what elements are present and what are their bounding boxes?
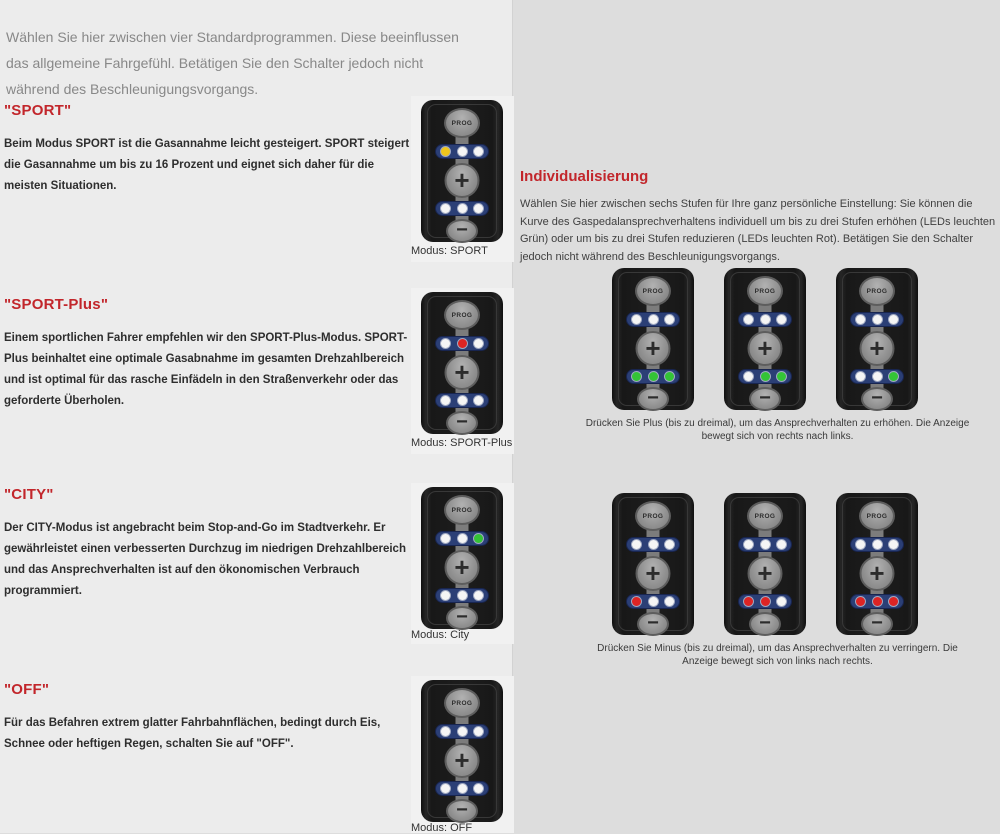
plus-button [748, 331, 783, 366]
caption-sport: Modus: SPORT [411, 245, 488, 257]
led-indicator [458, 534, 467, 543]
device-plus-step-3 [612, 268, 694, 410]
plus-button-label: + [645, 557, 661, 588]
prog-button [635, 501, 671, 531]
led-indicator [856, 372, 865, 381]
prog-button [444, 108, 480, 138]
led-indicator [856, 540, 865, 549]
led-indicator [474, 784, 483, 793]
led-row-bottom [435, 781, 489, 796]
led-indicator [761, 372, 770, 381]
led-row-top [738, 312, 792, 327]
heading-sport: "SPORT" [4, 102, 72, 120]
led-row-top [738, 537, 792, 552]
minus-button-label: − [456, 410, 468, 433]
plus-button-label: + [869, 557, 885, 588]
led-indicator [441, 147, 450, 156]
led-indicator [777, 597, 786, 606]
minus-button [446, 411, 478, 435]
caption-off: Modus: OFF [411, 822, 473, 834]
prog-button-label: PROG [451, 311, 473, 319]
led-row-bottom [850, 594, 904, 609]
led-indicator [441, 727, 450, 736]
intro-text: Wählen Sie hier zwischen vier Standardprogrammen. Diese beeinflussen das allgemeine Fahrgefühl. Betätigen Sie den Schalter jedoch nicht während des Beschleunigungsvorgangs. [6, 29, 459, 97]
minus-button-label: − [456, 605, 468, 628]
led-row-top [850, 312, 904, 327]
body-sport-plus: Einem sportlichen Fahrer empfehlen wir den SPORT-Plus-Modus. SPORT-Plus beinhaltet eine optimale Gasabnahme im gesamten Drehzahlbereich und ist optimal für das rasche Einfädeln in den Straßenverkehr oder das geforderte Überholen. [4, 331, 408, 407]
prog-button [444, 495, 480, 525]
device-plus-step-2 [724, 268, 806, 410]
led-indicator [856, 597, 865, 606]
prog-button-label: PROG [642, 512, 664, 520]
device-off [421, 680, 503, 822]
led-indicator [665, 315, 674, 324]
led-indicator [873, 540, 882, 549]
minus-button [446, 219, 478, 243]
minus-button [446, 799, 478, 823]
caption-minus-row: Drücken Sie Minus (bis zu dreimal), um das Ansprechverhalten zu verringern. Die Anzeige bewegt sich von links nach rechts. [597, 643, 958, 667]
led-row-top [850, 537, 904, 552]
prog-button [444, 300, 480, 330]
heading-individualisierung: Individualisierung [520, 168, 649, 186]
plus-button [860, 331, 895, 366]
led-indicator [889, 597, 898, 606]
caption-sport-plus: Modus: SPORT-Plus [411, 437, 513, 449]
led-indicator [458, 396, 467, 405]
minus-button [446, 606, 478, 630]
plus-button [445, 550, 480, 585]
device-plus-step-1 [836, 268, 918, 410]
minus-button [749, 387, 781, 411]
led-indicator [744, 372, 753, 381]
led-indicator [458, 339, 467, 348]
led-indicator [632, 597, 641, 606]
led-indicator [665, 540, 674, 549]
body-individualisierung: Wählen Sie hier zwischen sechs Stufen für Ihre ganz persönliche Einstellung: Sie können die Kurve des Gaspedalansprechverhaltens individuell um bis zu drei Stufen erhöhen (LEDs leuchten Grün) oder um bis zu drei Stufen reduzieren (LEDs leuchten Rot). Betätigen Sie den Schalter jedoch nicht während des Beschleunigungsvorgangs. [520, 198, 996, 263]
led-row-bottom [850, 369, 904, 384]
minus-button [749, 612, 781, 636]
plus-button-label: + [454, 744, 470, 775]
led-indicator [889, 315, 898, 324]
led-indicator [744, 597, 753, 606]
prog-button [859, 501, 895, 531]
led-indicator [889, 540, 898, 549]
minus-button-label: − [456, 798, 468, 821]
led-row-top [435, 336, 489, 351]
led-row-top [626, 312, 680, 327]
led-indicator [458, 784, 467, 793]
prog-button-label: PROG [642, 287, 664, 295]
plus-button [445, 743, 480, 778]
plus-button [636, 556, 671, 591]
led-row-bottom [435, 201, 489, 216]
heading-sport-plus: "SPORT-Plus" [4, 296, 109, 314]
prog-button-label: PROG [754, 287, 776, 295]
led-indicator [761, 540, 770, 549]
minus-button-label: − [759, 611, 771, 634]
led-indicator [632, 540, 641, 549]
plus-button-label: + [454, 551, 470, 582]
minus-button [861, 387, 893, 411]
heading-off: "OFF" [4, 681, 50, 699]
led-indicator [458, 147, 467, 156]
device-city [421, 487, 503, 629]
led-indicator [665, 372, 674, 381]
minus-button [861, 612, 893, 636]
led-indicator [441, 396, 450, 405]
led-indicator [632, 372, 641, 381]
led-indicator [777, 372, 786, 381]
led-indicator [761, 597, 770, 606]
led-indicator [474, 534, 483, 543]
prog-button-label: PROG [754, 512, 776, 520]
led-row-top [435, 531, 489, 546]
led-row-bottom [435, 393, 489, 408]
minus-button-label: − [647, 611, 659, 634]
led-row-bottom [626, 369, 680, 384]
led-row-top [435, 144, 489, 159]
plus-button-label: + [869, 332, 885, 363]
led-row-bottom [738, 594, 792, 609]
plus-button [860, 556, 895, 591]
led-indicator [441, 591, 450, 600]
prog-button [747, 501, 783, 531]
led-indicator [873, 315, 882, 324]
caption-city: Modus: City [411, 629, 470, 641]
led-indicator [873, 372, 882, 381]
led-indicator [441, 784, 450, 793]
device-sport-plus [421, 292, 503, 434]
led-indicator [441, 534, 450, 543]
led-row-bottom [626, 594, 680, 609]
led-indicator [441, 339, 450, 348]
led-indicator [474, 339, 483, 348]
led-indicator [474, 591, 483, 600]
led-indicator [474, 147, 483, 156]
plus-button [445, 355, 480, 390]
prog-button-label: PROG [451, 506, 473, 514]
minus-button [637, 387, 669, 411]
device-sport [421, 100, 503, 242]
minus-button-label: − [647, 386, 659, 409]
heading-city: "CITY" [4, 486, 54, 504]
minus-button-label: − [456, 218, 468, 241]
led-indicator [856, 315, 865, 324]
device-minus-step-1 [612, 493, 694, 635]
minus-button [637, 612, 669, 636]
led-indicator [649, 315, 658, 324]
body-city: Der CITY-Modus ist angebracht beim Stop-and-Go im Stadtverkehr. Er gewährleistet einen verbesserten Durchzug im niedrigen Drehzahlbereich und das Ansprechverhalten ist auf den ökonomischen Verbrauch programmiert. [4, 521, 406, 597]
led-row-bottom [435, 588, 489, 603]
led-indicator [474, 727, 483, 736]
prog-button-label: PROG [451, 119, 473, 127]
led-indicator [665, 597, 674, 606]
device-minus-step-3 [836, 493, 918, 635]
body-sport: Beim Modus SPORT ist die Gasannahme leicht gesteigert. SPORT steigert die Gasannahme um bis zu 16 Prozent und eignet sich daher für die meisten Situationen. [4, 137, 410, 192]
led-indicator [458, 204, 467, 213]
prog-button [859, 276, 895, 306]
prog-button [635, 276, 671, 306]
minus-button-label: − [871, 611, 883, 634]
led-indicator [873, 597, 882, 606]
body-off: Für das Befahren extrem glatter Fahrbahnflächen, bedingt durch Eis, Schnee oder heftigen Regen, schalten Sie auf "OFF". [4, 716, 381, 750]
led-row-top [435, 724, 489, 739]
led-row-bottom [738, 369, 792, 384]
led-indicator [777, 540, 786, 549]
led-indicator [744, 315, 753, 324]
led-indicator [649, 597, 658, 606]
minus-button-label: − [871, 386, 883, 409]
device-minus-step-2 [724, 493, 806, 635]
led-indicator [777, 315, 786, 324]
led-indicator [458, 727, 467, 736]
plus-button-label: + [757, 332, 773, 363]
prog-button-label: PROG [451, 699, 473, 707]
led-indicator [441, 204, 450, 213]
minus-button-label: − [759, 386, 771, 409]
plus-button [445, 163, 480, 198]
prog-button [444, 688, 480, 718]
led-indicator [649, 540, 658, 549]
led-indicator [474, 396, 483, 405]
led-indicator [632, 315, 641, 324]
caption-plus-row: Drücken Sie Plus (bis zu dreimal), um das Ansprechverhalten zu erhöhen. Die Anzeige bewegt sich von rechts nach links. [585, 418, 970, 442]
plus-button-label: + [454, 164, 470, 195]
led-indicator [889, 372, 898, 381]
plus-button-label: + [757, 557, 773, 588]
led-row-top [626, 537, 680, 552]
plus-button [748, 556, 783, 591]
led-indicator [744, 540, 753, 549]
prog-button-label: PROG [866, 512, 888, 520]
plus-button-label: + [454, 356, 470, 387]
led-indicator [458, 591, 467, 600]
prog-button-label: PROG [866, 287, 888, 295]
plus-button [636, 331, 671, 366]
led-indicator [649, 372, 658, 381]
plus-button-label: + [645, 332, 661, 363]
led-indicator [474, 204, 483, 213]
prog-button [747, 276, 783, 306]
led-indicator [761, 315, 770, 324]
